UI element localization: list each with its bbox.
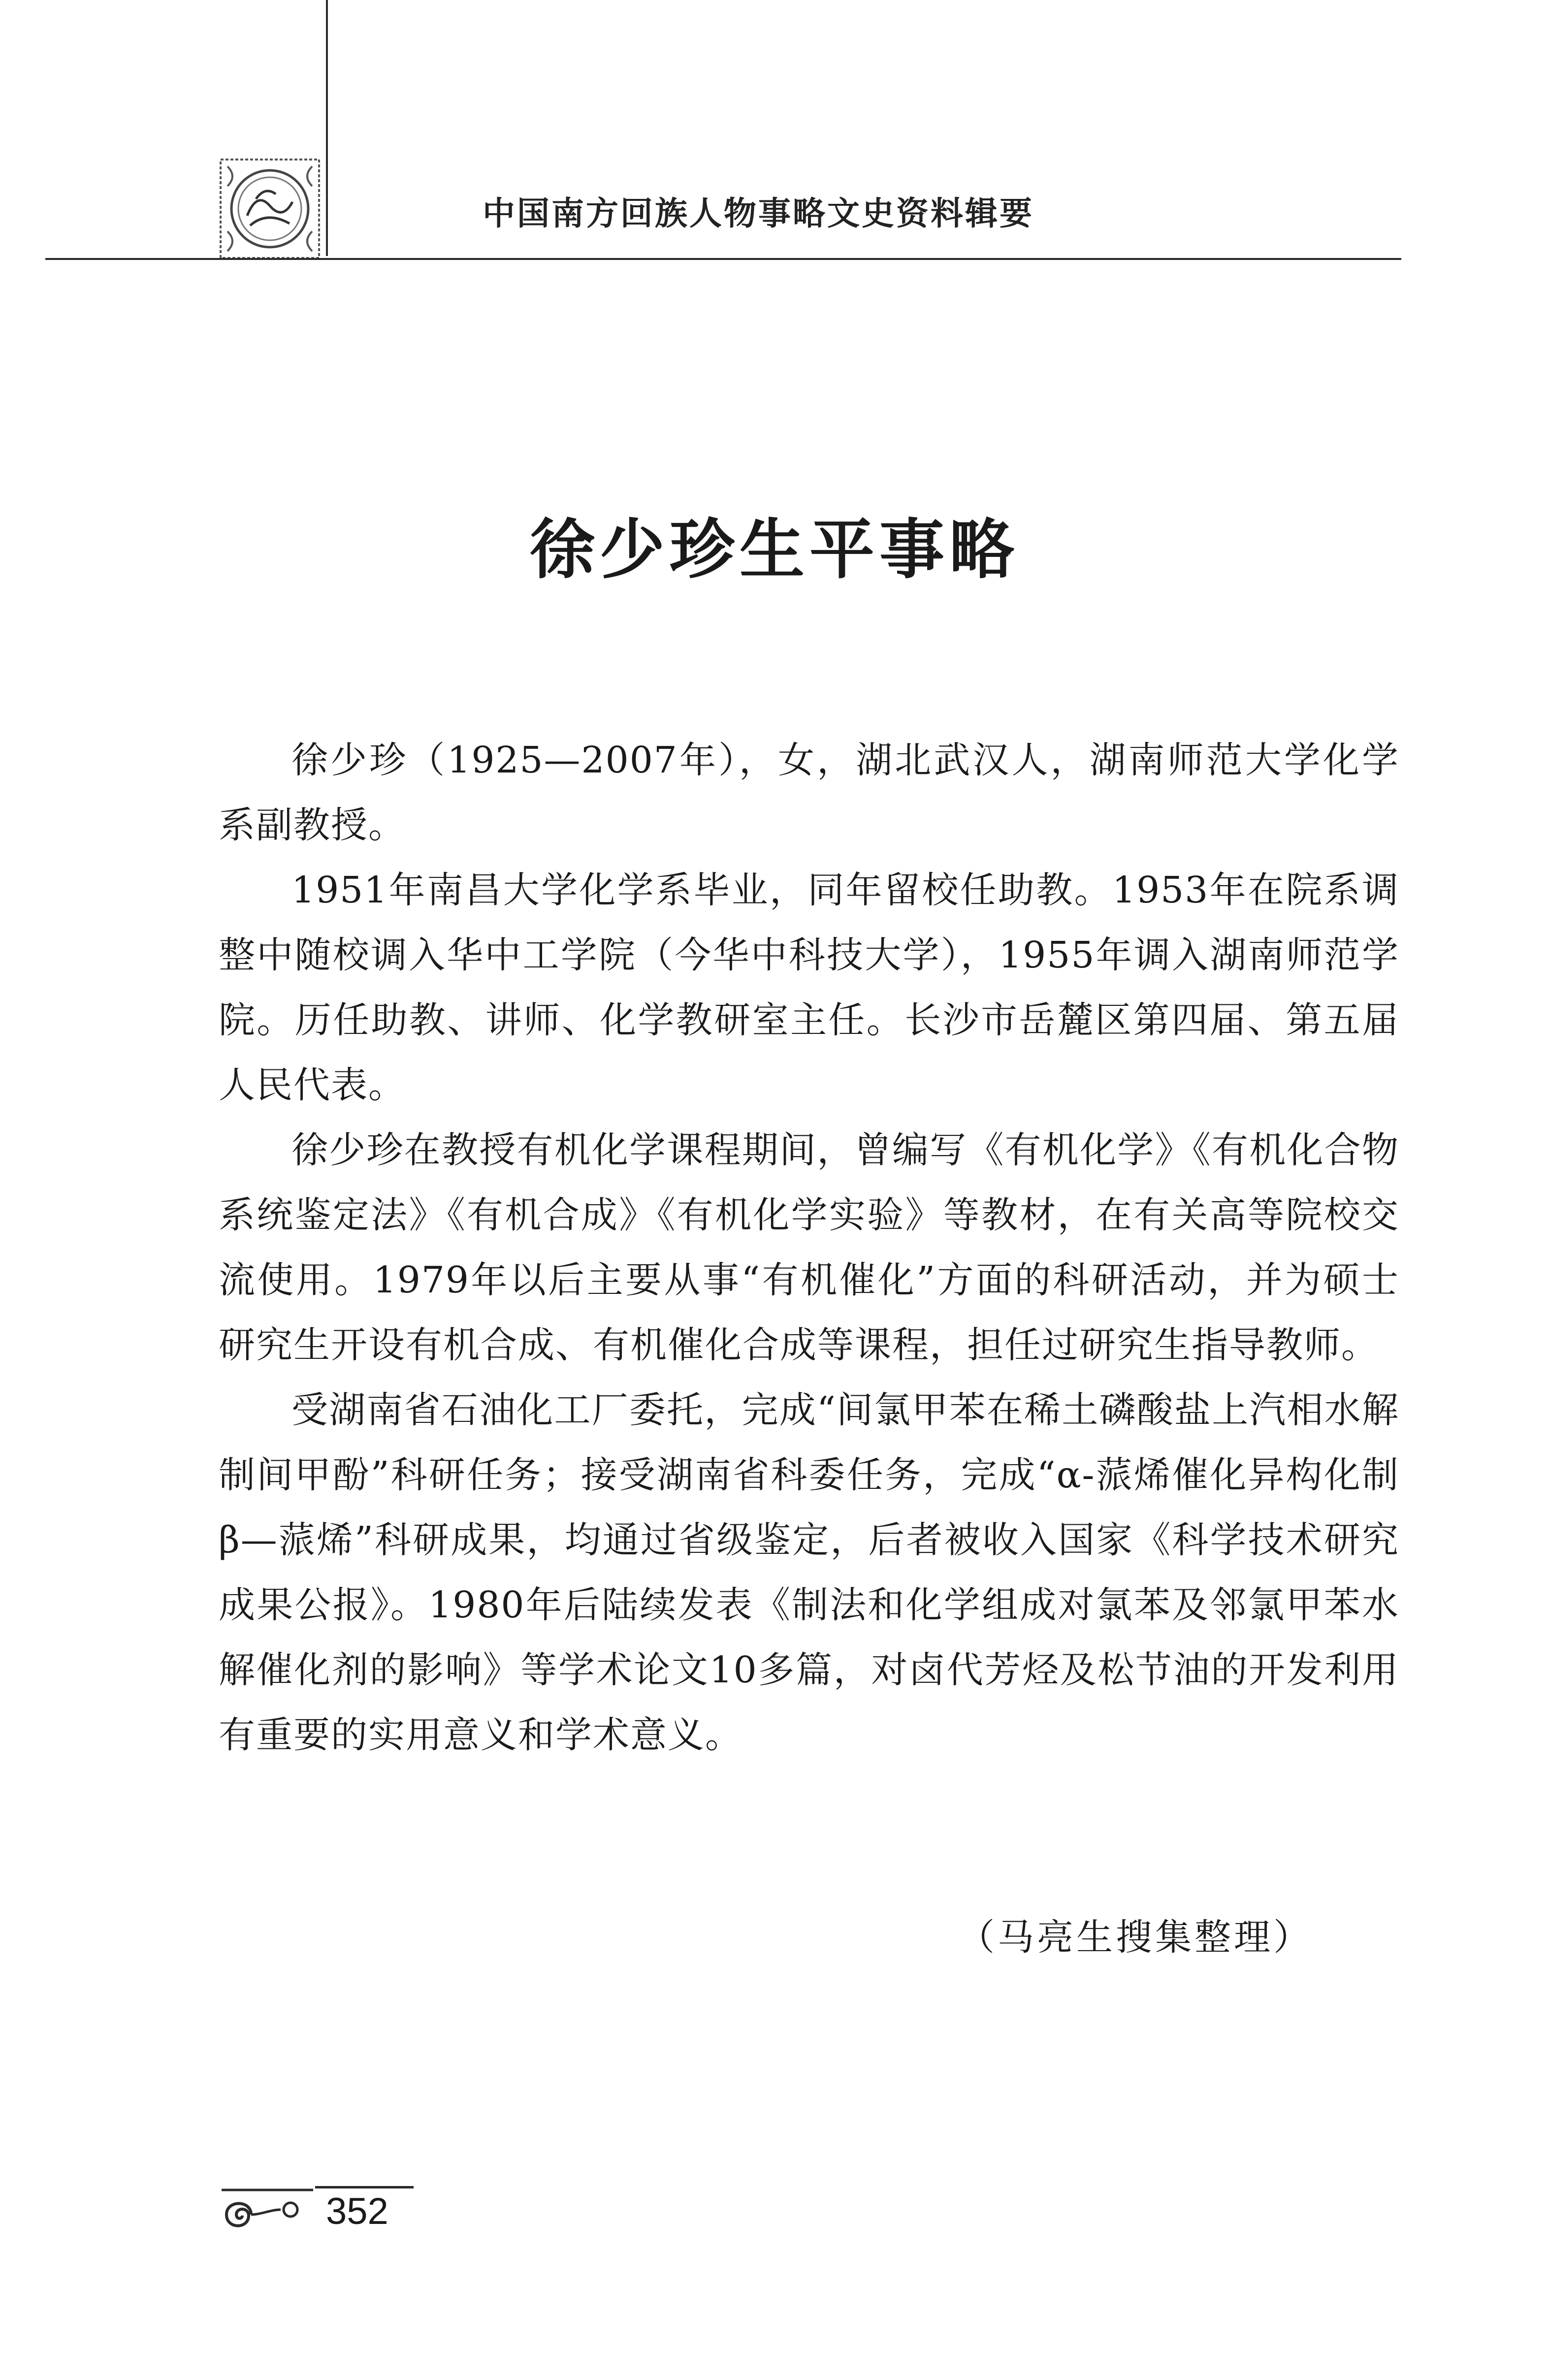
paragraph: 徐少珍（1925—2007年），女，湖北武汉人，湖南师范大学化学系副教授。 [219, 739, 1399, 846]
article-body [219, 728, 1399, 1768]
article-title: 徐少珍生平事略 [530, 512, 1019, 588]
paragraph: 徐少珍在教授有机化学课程期间，曾编写《有机化学》《有机化合物系统鉴定法》《有机合成》《有机化学实验》等教材，在有关高等院校交流使用。1979年以后主要从事“有机催化”方面的科研活动，并为硕士研究生开设有机合成、有机催化合成等课程，担任过研究生指导教师。 [219, 1129, 1399, 1366]
running-header-title: 中国南方回族人物事略文史资料辑要 [483, 194, 1034, 232]
scroll-ornament-icon [217, 2185, 315, 2239]
paragraph: 1951年南昌大学化学系毕业，同年留校任助教。1953年在院系调整中随校调入华中工学院（今华中科技大学），1955年调入湖南师范学院。历任助教、讲师、化学教研室主任。长沙市岳麓区第四届、第五届人民代表。 [219, 869, 1399, 1106]
header-vertical-rule [326, 0, 328, 256]
page-number: 352 [326, 2190, 388, 2232]
calligraphy-emblem-icon [218, 157, 322, 261]
footer-rule [315, 2186, 414, 2188]
paragraph: 受湖南省石油化工厂委托，完成“间氯甲苯在稀土磷酸盐上汽相水解制间甲酚”科研任务；接受湖南省科委任务，完成“α-蒎烯催化异构化制β—蒎烯”科研成果，均通过省级鉴定，后者被收入国家《科学技术研究成果公报》。1980年后陆续发表《制法和化学组成对氯苯及邻氯甲苯水解催化剂的影响》等学术论文10多篇，对卤代芳烃及松节油的开发利用有重要的实用意义和学术意义。 [219, 1389, 1399, 1756]
header-horizontal-rule [45, 258, 1401, 260]
attribution: （马亮生搜集整理） [958, 1916, 1313, 1959]
